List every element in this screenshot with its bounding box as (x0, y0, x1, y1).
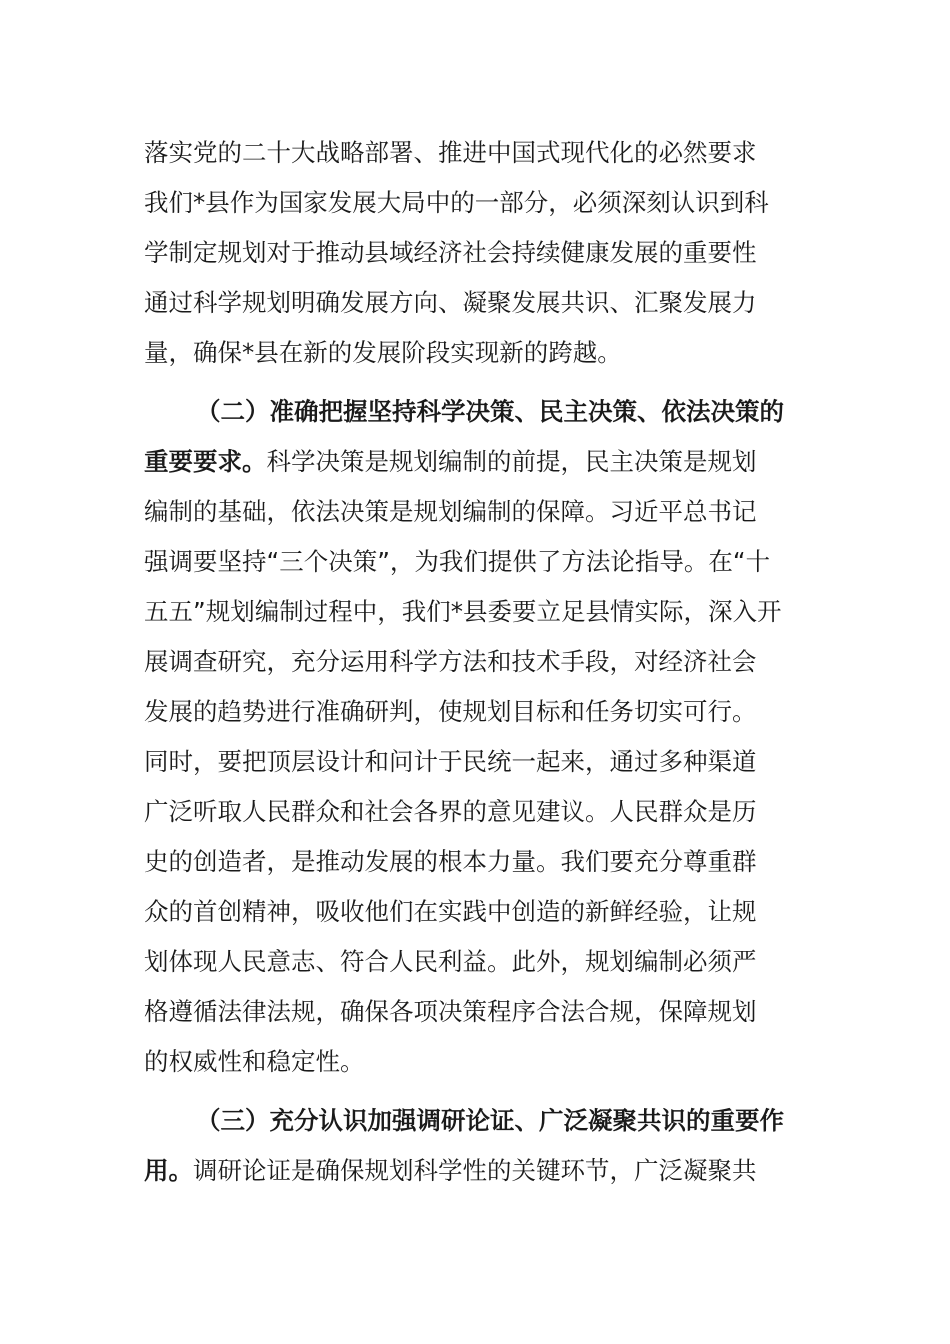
section-heading-end: 用。 (144, 1156, 193, 1185)
section-heading: （二）准确把握坚持科学决策、民主决策、依法决策的 (196, 397, 784, 426)
paragraph-3 (144, 1096, 808, 1196)
paragraph-1 (144, 128, 808, 378)
paragraph-2 (144, 387, 808, 1087)
text-line: 划体现人民意志、符合人民利益。此外，规划编制必须严 (144, 947, 757, 976)
text-line: 广泛听取人民群众和社会各界的意见建议。人民群众是历 (144, 797, 757, 826)
text-line: 展调查研究，充分运用科学方法和技术手段，对经济社会 (144, 647, 757, 676)
text-line: 强调要坚持“三个决策”，为我们提供了方法论指导。在“十 (144, 547, 771, 576)
text-line: 通过科学规划明确发展方向、凝聚发展共识、汇聚发展力 (144, 288, 757, 317)
text-line: 落实党的二十大战略部署、推进中国式现代化的必然要求 (144, 138, 757, 167)
text-line (144, 437, 808, 487)
text-line: 同时，要把顶层设计和问计于民统一起来，通过多种渠道 (144, 747, 757, 776)
text-line: 学制定规划对于推动县域经济社会持续健康发展的重要性 (144, 238, 757, 267)
section-heading-end: 重要要求。 (144, 447, 267, 476)
text-line: 编制的基础，依法决策是规划编制的保障。习近平总书记 (144, 497, 757, 526)
section-heading: （三）充分认识加强调研论证、广泛凝聚共识的重要作 (196, 1106, 784, 1135)
text-line: 我们*县作为国家发展大局中的一部分，必须深刻认识到科 (144, 188, 769, 217)
text-line: 发展的趋势进行准确研判，使规划目标和任务切实可行。 (144, 697, 757, 726)
text-line: 量，确保*县在新的发展阶段实现新的跨越。 (144, 338, 622, 367)
text-line: 五五”规划编制过程中，我们*县委要立足县情实际，深入开 (144, 597, 782, 626)
text-line: 众的首创精神，吸收他们在实践中创造的新鲜经验，让规 (144, 897, 757, 926)
text-line: 格遵循法律法规，确保各项决策程序合法合规，保障规划 (144, 997, 757, 1026)
text-line (144, 1146, 808, 1196)
body-text: 科学决策是规划编制的前提，民主决策是规划 (266, 447, 757, 476)
text-line: 史的创造者，是推动发展的根本力量。我们要充分尊重群 (144, 847, 757, 876)
text-line: 的权威性和稳定性。 (144, 1047, 365, 1076)
body-text: 调研论证是确保规划科学性的关键环节，广泛凝聚共 (193, 1156, 757, 1185)
